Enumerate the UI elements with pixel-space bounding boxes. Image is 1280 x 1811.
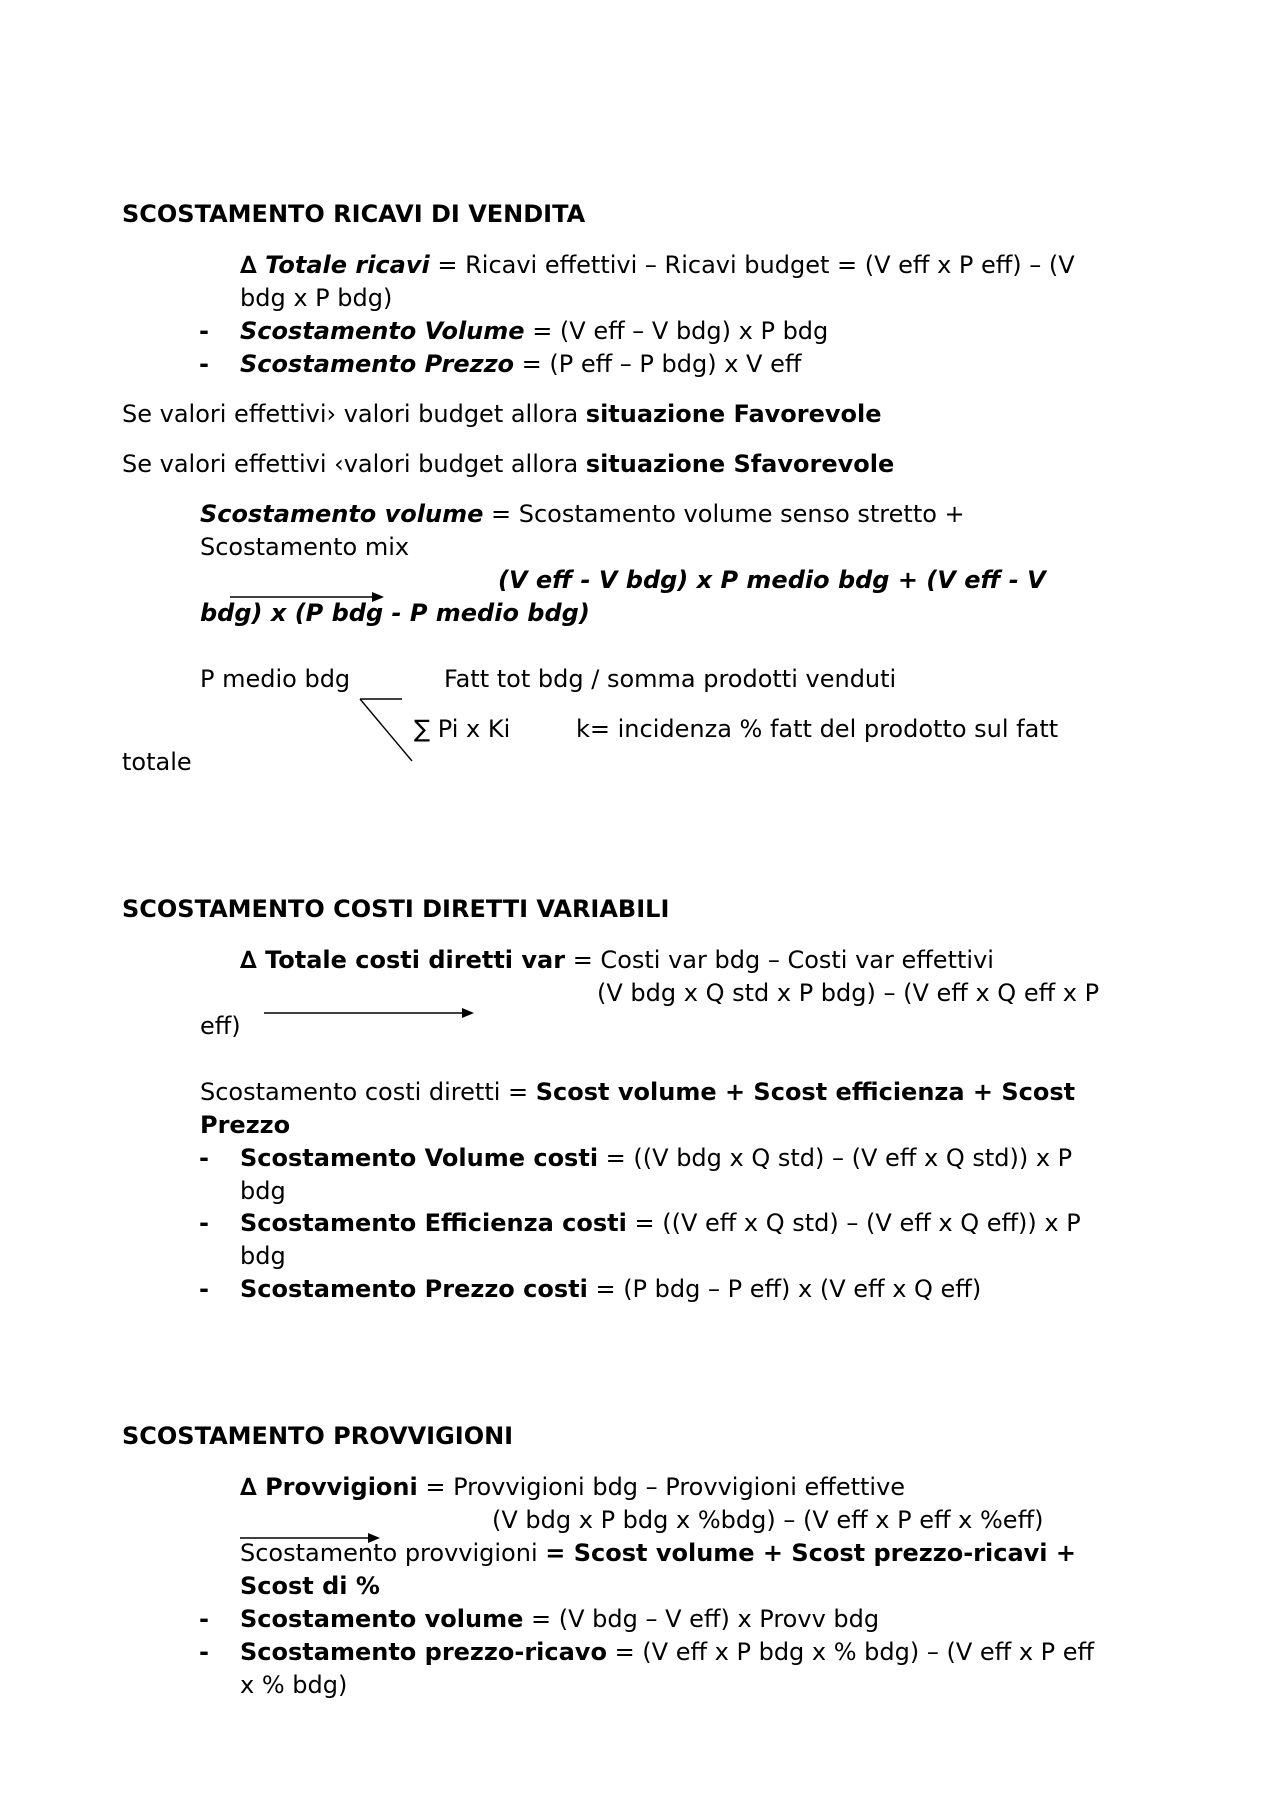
section1-item-prezzo (240, 348, 801, 380)
section1-vol-formula1: (V eff - V bdg) x P medio bdg + (V eff - V (498, 566, 1046, 594)
k-def-cont: totale (122, 748, 192, 776)
section3-item1-label: Scostamento volume (240, 1605, 524, 1633)
section1-delta-line (240, 249, 1075, 281)
section3-item-prezzo-ricavo-cont: x % bdg) (240, 1671, 348, 1699)
section2-summary (200, 1076, 1075, 1108)
fav-bold: situazione Favorevole (585, 400, 882, 428)
bullet: - (199, 1605, 209, 1633)
pmedio-def: Fatt tot bdg / somma prodotti venduti (444, 665, 897, 693)
section3-item-prezzo-ricavo (240, 1636, 1094, 1668)
pmedio-label: P medio bdg (200, 665, 351, 693)
bullet: - (199, 1209, 209, 1237)
section2-formula2: eff) (200, 1012, 241, 1040)
section1-sfavorevole (122, 448, 894, 480)
section2-item3-formula: = (P bdg – P eff) x (V eff x Q eff) (587, 1275, 982, 1303)
section3-summary-bold: = Scost volume + Scost prezzo-ricavi + (545, 1539, 1076, 1567)
arrow-icon (262, 1003, 482, 1023)
section2-item3-label: Scostamento Prezzo costi (240, 1275, 588, 1303)
bullet: - (199, 1144, 209, 1172)
section2-title: SCOSTAMENTO COSTI DIRETTI VARIABILI (122, 895, 670, 923)
sum-formula: ∑ Pi x Ki (414, 715, 511, 743)
section1-favorevole (122, 398, 882, 430)
section1-vol-cont: Scostamento mix (200, 533, 410, 561)
section3-item1-formula: = (V bdg – V eff) x Provv bdg (523, 1605, 880, 1633)
section3-summary (240, 1537, 1076, 1569)
k-def: k= incidenza % fatt del prodotto sul fatt (576, 715, 1059, 743)
vol-rest: = Scostamento volume senso stretto + (483, 500, 965, 528)
section2-delta-label: ∆ Totale costi diretti var (240, 946, 566, 974)
bullet: - (199, 350, 209, 378)
section2-item1-label: Scostamento Volume costi (240, 1144, 599, 1172)
sfav-bold: situazione Sfavorevole (585, 450, 895, 478)
section3-title: SCOSTAMENTO PROVVIGIONI (122, 1422, 514, 1450)
section3-item2-label: Scostamento prezzo-ricavo (240, 1638, 607, 1666)
section3-summary-text: Scostamento provvigioni (240, 1539, 546, 1567)
section3-summary-cont: Scost di % (240, 1572, 380, 1600)
section1-item-volume (240, 315, 828, 347)
section2-item-efficienza (240, 1207, 1081, 1239)
section1-title: SCOSTAMENTO RICAVI DI VENDITA (122, 200, 586, 228)
section3-formula1: (V bdg x P bdg x %bdg) – (V eff x P eff x %eff) (492, 1506, 1044, 1534)
section2-item2-formula: = ((V eff x Q std) – (V eff x Q eff)) x P (626, 1209, 1081, 1237)
fav-text: Se valori effettivi› valori budget allora (122, 400, 586, 428)
section1-delta-cont: bdg x P bdg) (240, 284, 393, 312)
section3-item-volume (240, 1603, 879, 1635)
section2-delta-line (240, 944, 994, 976)
section2-item1-formula: = ((V bdg x Q std) – (V eff x Q std)) x P (598, 1144, 1073, 1172)
section2-delta-rest: = Costi var bdg – Costi var effettivi (565, 946, 994, 974)
section3-delta-label: ∆ Provvigioni (240, 1473, 418, 1501)
vol-label: Scostamento volume (200, 500, 484, 528)
section1-item2-formula: = (P eff – P bdg) x V eff (514, 350, 802, 378)
section1-item2-label: Scostamento Prezzo (240, 350, 515, 378)
section2-item-volume-cont: bdg (240, 1177, 286, 1205)
section1-vol-formula2: bdg) x (P bdg - P medio bdg) (200, 599, 590, 627)
section3-delta-line (240, 1471, 905, 1503)
section3-item2-formula: = (V eff x P bdg x % bdg) – (V eff x P eff (606, 1638, 1095, 1666)
section2-summary-cont: Prezzo (200, 1111, 291, 1139)
bullet: - (199, 317, 209, 345)
section1-delta-label: ∆ Totale ricavi (240, 251, 430, 279)
section1-item1-formula: = (V eff – V bdg) x P bdg (524, 317, 829, 345)
bullet: - (199, 1275, 209, 1303)
section3-delta-rest: = Provvigioni bdg – Provvigioni effettive (417, 1473, 906, 1501)
bullet: - (199, 1638, 209, 1666)
branch-lines-icon (358, 697, 418, 767)
section2-item-efficienza-cont: bdg (240, 1242, 286, 1270)
section1-vol-line (200, 498, 965, 530)
section2-item-prezzo (240, 1273, 981, 1305)
section2-item2-label: Scostamento Efficienza costi (240, 1209, 627, 1237)
section1-item1-label: Scostamento Volume (240, 317, 525, 345)
section2-summary-text: Scostamento costi diretti = (200, 1078, 536, 1106)
section1-delta-rest: = Ricavi effettivi – Ricavi budget = (V eff x P eff) – (V (429, 251, 1075, 279)
section2-summary-bold: Scost volume + Scost efficienza + Scost (535, 1078, 1076, 1106)
sfav-text: Se valori effettivi ‹valori budget allora (122, 450, 586, 478)
section2-item-volume (240, 1142, 1072, 1174)
section2-formula1: (V bdg x Q std x P bdg) – (V eff x Q eff x P (597, 979, 1100, 1007)
